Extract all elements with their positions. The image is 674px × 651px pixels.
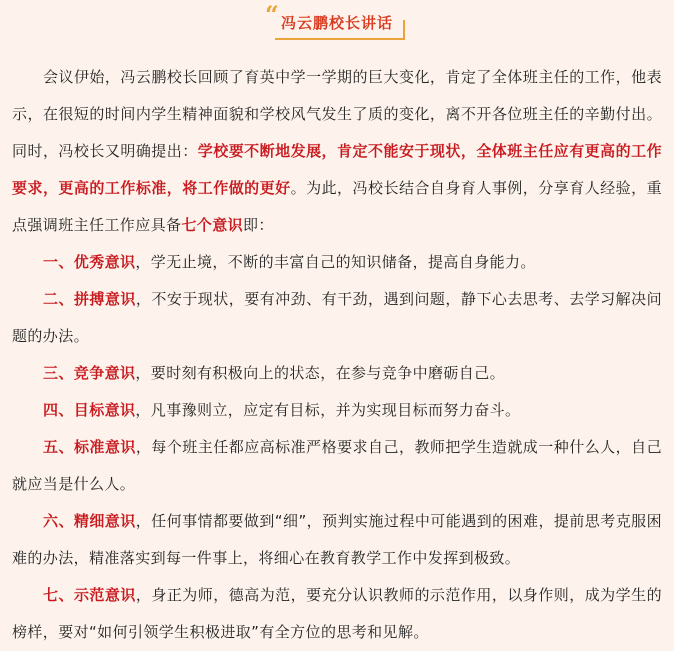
list-item bbox=[12, 281, 662, 355]
item-text: ，每个班主任都应高标准严格要求自己，教师把学生造就成一种什么人，自己就应当是什么人。 bbox=[12, 438, 663, 493]
intro-paragraph bbox=[12, 59, 662, 244]
item-label: 二、拼搏意识 bbox=[43, 290, 136, 308]
item-text: ，要时刻有积极向上的状态，在参与竞争中磨砺自己。 bbox=[135, 364, 506, 382]
list-item bbox=[12, 355, 662, 392]
item-label: 四、目标意识 bbox=[43, 401, 136, 419]
intro-text-3: 即： bbox=[243, 216, 274, 234]
intro-text-2: 。为此，冯校长结合自身育人事例，分享育人经验，重点强调班主任工作应具备 bbox=[12, 179, 662, 234]
list-item bbox=[12, 429, 662, 503]
list-item bbox=[12, 577, 662, 651]
intro-highlight-2: 七个意识 bbox=[181, 216, 244, 234]
item-text: ，凡事豫则立，应定有目标，并为实现目标而努力奋斗。 bbox=[135, 401, 521, 419]
title-bracket-line bbox=[403, 20, 405, 40]
item-text: ，任何事情都要做到“细”，预判实施过程中可能遇到的困难，提前思考克服困难的办法，精准落实到每一件事上，将细心在教育教学工作中发挥到极致。 bbox=[12, 512, 663, 567]
article-body bbox=[12, 59, 662, 651]
item-label: 六、精细意识 bbox=[43, 512, 136, 530]
item-text: ，学无止境，不断的丰富自己的知识储备，提高自身能力。 bbox=[135, 253, 536, 271]
section-title bbox=[265, 0, 415, 42]
intro-text-1: 会议伊始，冯云鹏校长回顾了育英中学一学期的巨大变化，肯定了全体班主任的工作，他表示，在很短的时间内学生精神面貌和学校风气发生了质的变化，离不开各位班主任的辛勤付出。同时，冯校长又明确提出： bbox=[12, 68, 662, 160]
list-item bbox=[12, 392, 662, 429]
quote-mark-icon: “ bbox=[265, 0, 279, 29]
item-text: ，不安于现状，要有冲劲、有干劲，遇到问题，静下心去思考、去学习解决问题的办法。 bbox=[12, 290, 663, 345]
intro-highlight-1: 学校要不断地发展，肯定不能安于现状，全体班主任应有更高的工作要求，更高的工作标准，将工作做的更好 bbox=[12, 142, 662, 197]
item-label: 五、标准意识 bbox=[43, 438, 136, 456]
item-text: ，身正为师，德高为范，要充分认识教师的示范作用，以身作则，成为学生的榜样，要对“如何引领学生积极进取”有全方位的思考和见解。 bbox=[12, 586, 663, 641]
list-item bbox=[12, 244, 662, 281]
list-item bbox=[12, 503, 662, 577]
item-label: 三、竞争意识 bbox=[43, 364, 136, 382]
title-text: 冯云鹏校长讲话 bbox=[281, 14, 394, 32]
item-label: 七、示范意识 bbox=[43, 586, 136, 604]
title-underline bbox=[275, 38, 405, 40]
item-label: 一、优秀意识 bbox=[43, 253, 136, 271]
